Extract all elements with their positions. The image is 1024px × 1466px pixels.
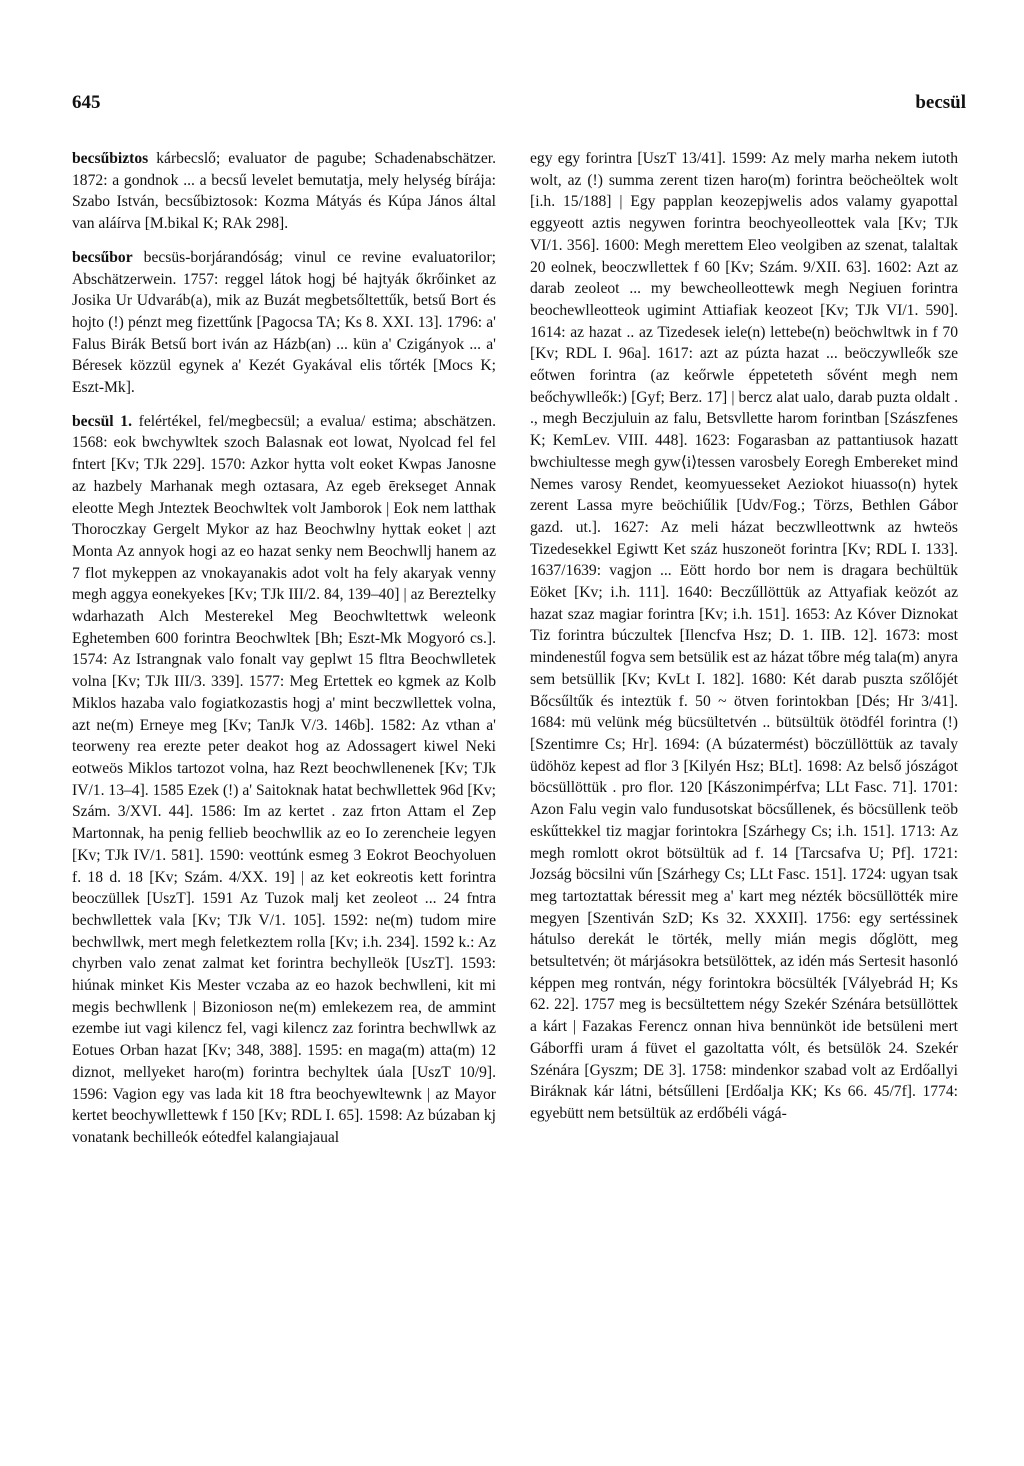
running-head: becsül [915,92,966,113]
left-column [72,148,496,1161]
dictionary-entry [72,148,496,235]
entry-body: egy egy forintra [UszT 13/41]. 1599: Az mely marha nekem iutoth wolt, az (!) summa zerent tizen haro(m) forintra beöcheöltek wolt [i.h. 15/188] | Egy papplan keozepjwelis ados valamy gyapottal eggyeott aztis negywen forintra beochyeolleottek vala [Kv; TJk VI/1. 356]. 1600: Megh merettem Eleo veolgiben az szenat, talaltak 20 eolnek, beoczwllettek f 60 [Kv; Szám. 9/XII. 63]. 1602: Azt az darab zeoleot ... my bewcheolleottewk megh Negiuen forintra beochewlleotteok ugimint Attiafiak keozeot [Kv; TJk VI/1. 590]. 1614: az hazat .. az Tizedesek iele(n) lettebe(n) beöchwltwk in f 70 [Kv; RDL I. 96a]. 1617: azt az púzta hazat ... beöczywlleők sze eőtwen forintra (az keőrwle éppeteteth sővént megh nem beőchywlleők:) [Gyf; Berz. 17] | bercz alat ualo, darab puzta oldalt . ., megh Beczjuluin az falu, Betsvllette harom forintban [Szászfenes K; KemLev. VIII. 448]. 1623: Fogarasban az pattantiusok hazatt bwchiultesse megh gyw⟨i⟩tessen varosbely Eoregh Embereket mind Nemes varosy Rendet, keomyuesseket Aeziokot hiuasso(n) hytek zerent Lassa myre beöchiűlik [Udv/Fog.; Törzs, Bethlen Gábor gazd. ut.]. 1627: Az meli házat beczwlleottwnk az hwteös Tizedesekkel Egiwtt Ket száz huszoneöt forintra [Kv; RDL I. 133]. 1637/1639: vagjon ... Eött hordo bor nem is dragara bechültük Eöket [Kv; i.h. 111]. 1640: Beczűllöttük az Attyafiak keözót az hazat szaz magiar forintra [Kv; i.h. 151]. 1653: Az Kóver Diznokat Tiz forintra búczultek [Ilencfva Hsz; D. 1. IIB. 12]. 1673: most mindenestűl fogva sem betsülik est az házat tőbre még tala(m) anyra sem betsüllik [Kv; KvLt I. 182]. 1680: Két darab puszta szőlőjét Bőcsűltűk és inteztük f. 50 ~ ötven forintokban [Dés; Hr 3/41]. 1684: mü velünk még bücsültetvén .. bütsültük ötödfél forintra (!) [Szentimre Cs; Hr]. 1694: (A búzatermést) böczüllöttük az tavaly üdöhöz kepest ad flor 3 [Kilyén Hsz; BLt]. 1698: Az belső jószágot böcsüllöttük . pro flor. 120 [Kászonimpérfva; LLt Fasc. 71]. 1701: Azon Falu vegin valo fundusotskat böcsűllenek, és böcsüllenk teöb eskűttekkel tiz magjar forintokra [Szárhegy Cs; i.h. 151]. 1713: Az megh romlott okrot bötsültük ad f. 14 [Tarcsafva U; Pf]. 1721: Jozság böcsilni vűn [Szárhegy Cs; LLt Fasc. 151]. 1724: ugyan tsak meg tartoztattak béressit meg a' kart meg nézték böcsüllötték mire megyen [Szentiván SzD; Ks 32. XXXII]. 1756: egy sertéssinek hátulso derekát le törték, melly mián megis dőglött, meg betsultetvén; öt márjásokra betsülöttek, az idén más Sertesit hasonló képpen meg rontván, négy forintokra böcsülték [Vályebrád H; Ks 62. 22]. 1757 meg is becsültettem négy Szekér Szénára betsüllöttek a kárt | Fazakas Ferencz onnan hiva bennünköt ide betsüleni mert Gáborffi uram á füvet el gazoltatta vólt, és betsülök 24. Szekér Szénára [Gyszm; DE 3]. 1758: mindenkor szabad volt az Erdőallyi Biráknak kár látni, bétsűlleni [Erdőalja KK; Ks 66. 45/7f]. 1774: egyebütt nem betsültük az erdőbéli vágá- [530,150,958,1122]
page-number: 645 [72,92,101,113]
entry-headword: becsül 1. [72,412,132,430]
entry-body: becsüs-borjárandóság; vinul ce revine evaluatorilor; Abschätzerwein. 1757: reggel látok hogj bé hajtyák őkrőinket az Josika Ur Udvaráb(a), mik az Buzát megbetsőltettűk, betsű Bort és hojto (!) pénzt meg fizettűnk [Pagocsa TA; Ks 8. XXI. 13]. 1796: a' Falus Birák Betsű bort iván az Házb(an) ... kün a' Czigányok ... a' Béresek közzül egynek a' Kezét Gyakával elis tőrték [Mocs K; Eszt-Mk]. [72,248,496,397]
entry-body: felértékel, fel/megbecsül; a evalua/ estima; abschätzen. 1568: eok bwchywltek szoch Balasnak eot lowat, Nyolcad fel fel fntert [Kv; TJk 229]. 1570: Azkor hytta volt eoket Kwpas Janosne az hazbely Marhanak megh oztasara, Az egeb ērekseget Annak eleotte Megh Jnteztek Beochwltek volt Jamborok | Eok nem latthak Thoroczkay Gergelt Mykor az haz Beochwlny hyttak eoket | azt Monta Az annyok hogi az eo hazat senky nem Beochwllj hanem az 7 flot mykeppen az vnokayanakis adot volt ha fely akaryak venny megh aggya eonekyekes [Kv; TJk III/2. 84, 139–40] | az Bereztelky wdarhazath Alch Mesterekel Meg Beochwltettwk weleonk Eghetemben 600 forintra Beochwltek [Bh; Eszt-Mk Mogyoró cs.]. 1574: Az Istrangnak valo fonalt vay geplwt 15 fltra Beochwlletek volna [Kv; TJk III/3. 339]. 1577: Meg Ertettek eo kgmek az Kolb Miklos hazaba valo fogiatkozastis hogj a' mint beczwllettek volna, azt ne(m) Erneye meg [Kv; TanJk V/3. 146b]. 1582: Az vthan a' teorweny rea erezte peter deakot hog az Adossagert kiwel Neki eotweös Miklos tartozot volna, haz Rezt beochwllenenek [Kv; TJk IV/1. 13–4]. 1585 Ezek (!) a' Saitoknak hatat bechwllettek 96d [Kv; Szám. 3/XVI. 44]. 1586: Im az kertet . zaz frton Attam el Zep Martonnak, ha penig fellieb beochwllik az eo Io zerencheie legyen [Kv; TJk IV/1. 581]. 1590: veottúnk esmeg 3 Eokrot Beochyoluen f. 18 d. 18 [Kv; Szám. 4/XX. 19] | az ket eokreotis kett forintra beoczüllek [UszT]. 1591 Az Tuzok malj ket zeoleot ... 24 fntra bechwllettek vala [Kv; TJk V/1. 105]. 1592: ne(m) tudom mire bechwllwk, mert megh feletkeztem rolla [Kv; i.h. 234]. 1592 k.: Az chyrben valo zenat zalmat ket forintra bechylleök [UszT]. 1593: hiúnak minket Kis Mester vczaba az eo hazok bechwlleni, kit mi megis bechwllenk | Bizonioson ne(m) emlekezem rea, de ammint ezembe iut vagi kilencz fel, vagi kilencz zaz forintra bechwllwk az Eotues Orban hazat [Kv; 348, 388]. 1595: en maga(m) atta(m) 12 diznot, mellyeket haro(m) forintra bechyltek úala [UszT 10/9]. 1596: Vagion egy vas lada kit 18 ftra beochyewltewnk | az Mayor kertet beochywllettewk f 150 [Kv; RDL I. 65]. 1598: Az búzaban kj vonatank bechilleók eótedfel kalangiajaual [72,412,496,1146]
entry-continuation [530,148,958,1125]
dictionary-entry [72,247,496,399]
entry-body: kárbecslő; evaluator de pagube; Schadenabschätzer. 1872: a gondnok ... a becsű levelet bemutatja, mely helység bírája: Szabo István, becsűbiztosok: Kozma Mátyás és Kúpa János által van aláírva [M.bikal K; RAk 298]. [72,150,496,233]
right-column [530,148,958,1125]
dictionary-entry [72,411,496,1149]
entry-headword: becsűbor [72,248,133,266]
entry-headword: becsűbiztos [72,150,149,167]
